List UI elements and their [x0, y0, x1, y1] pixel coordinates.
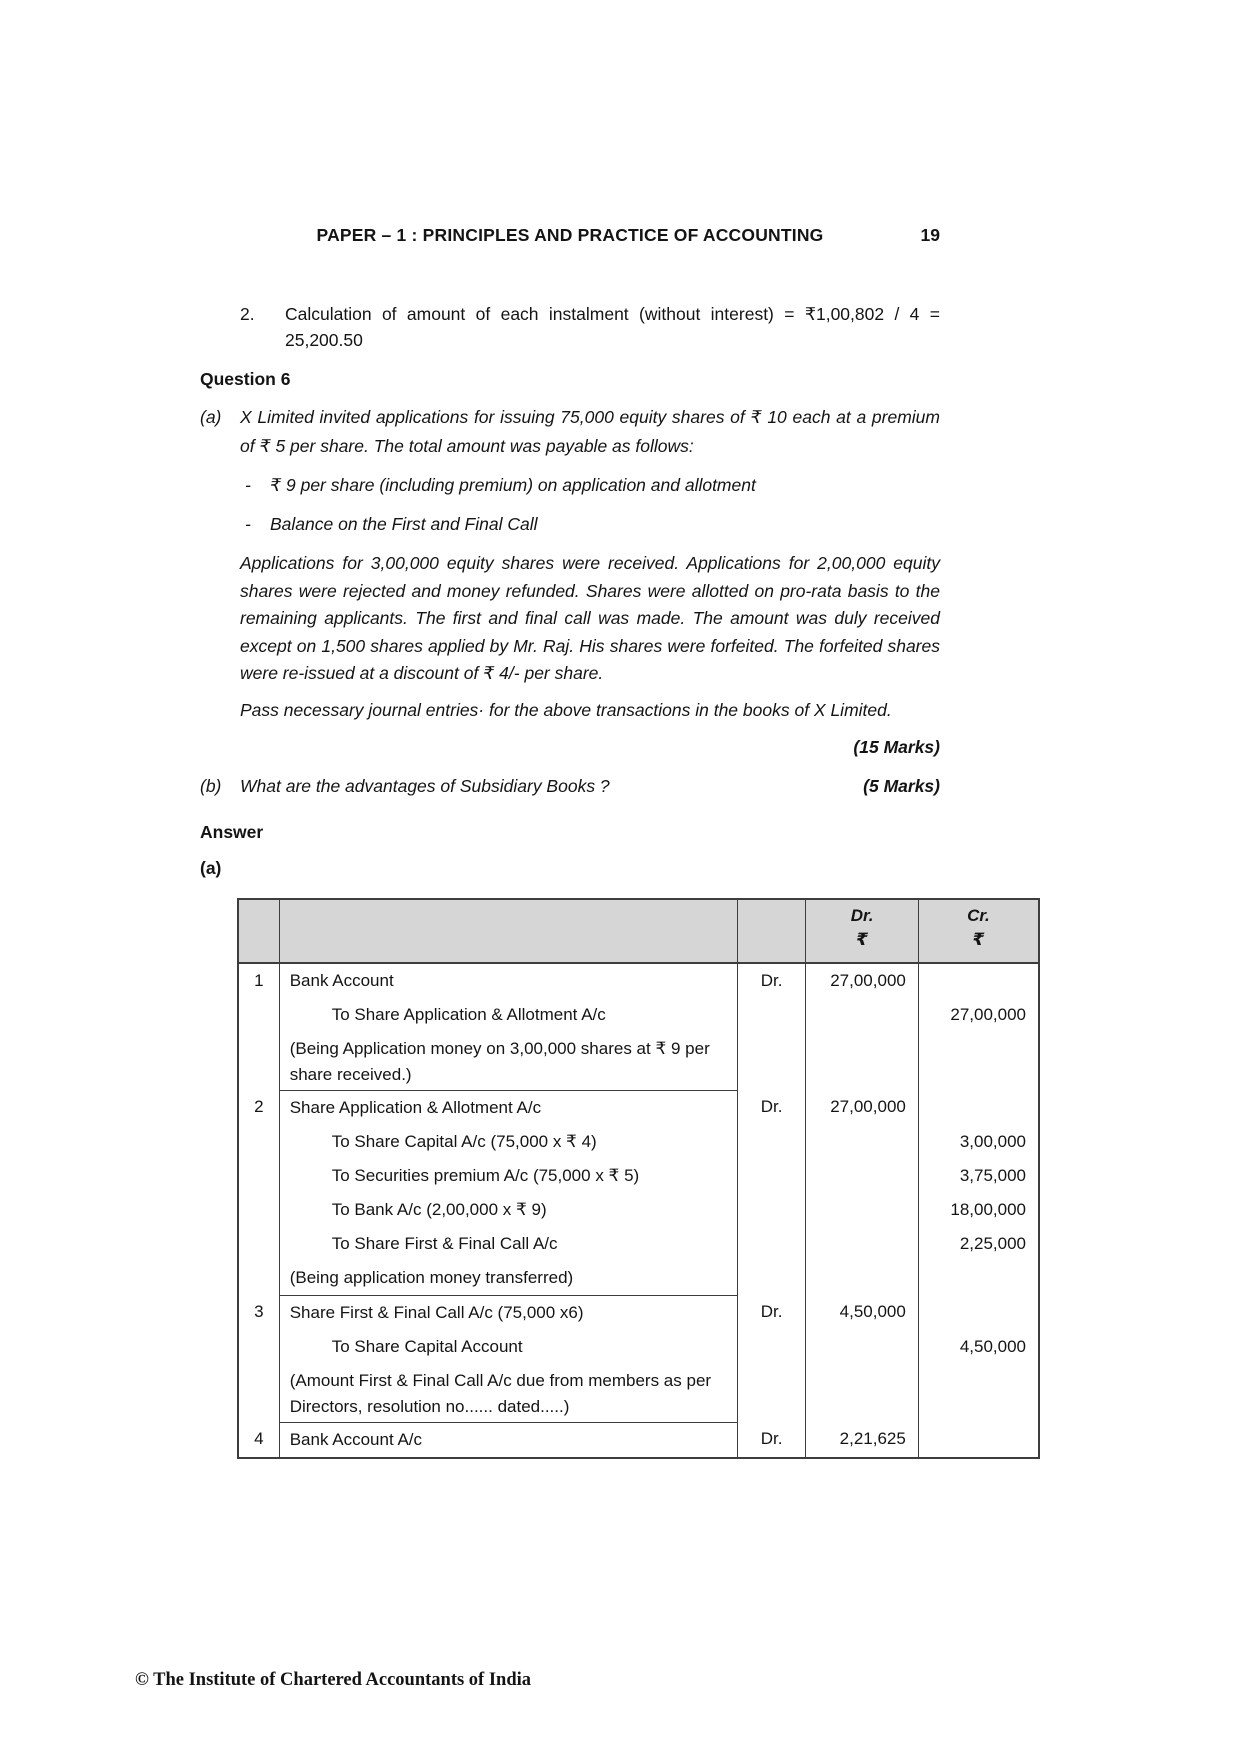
page-header — [200, 225, 940, 247]
cr-column-header: Cr. ₹ — [918, 899, 1039, 963]
answer-part-label: (a) — [200, 857, 222, 878]
header-empty-cell — [238, 899, 279, 963]
table-row — [238, 1125, 1039, 1159]
cr-amount: 18,00,000 — [918, 1193, 1039, 1227]
bullet-dash: - — [245, 514, 251, 534]
page-content — [200, 225, 1026, 1459]
bullet-text: Balance on the First and Final Call — [270, 514, 538, 534]
dr-column-header: Dr. ₹ — [806, 899, 919, 963]
cr-amount: 3,00,000 — [918, 1125, 1039, 1159]
table-row — [238, 1193, 1039, 1227]
calculation-line-2: 25,200.50 — [285, 330, 363, 350]
table-row — [238, 1261, 1039, 1296]
table-row — [238, 1159, 1039, 1193]
cr-amount — [918, 963, 1039, 998]
entry-description: Share First & Final Call A/c (75,000 x6) — [279, 1295, 737, 1330]
dr-amount: 4,50,000 — [806, 1295, 919, 1330]
part-a-body: Applications for 3,00,000 equity shares were received. Applications for 2,00,000 equity shares were rejected and money refunded. Shares were allotted on pro-rata basis to the remaining applicants. The first and final call was made. The amount was duly received except on 1,500 shares applied by Mr. Raj. His shares were forfeited. The forfeited shares were re-issued at a discount of ₹ 4/- per share. — [240, 553, 940, 683]
table-row — [238, 1422, 1039, 1458]
entry-narration: (Being application money transferred) — [279, 1261, 737, 1296]
dr-amount: 27,00,000 — [806, 1090, 919, 1125]
entry-description: To Bank A/c (2,00,000 x ₹ 9) — [279, 1193, 737, 1227]
table-row — [238, 1090, 1039, 1125]
bullet-item-1 — [245, 471, 940, 500]
header-empty-cell — [279, 899, 737, 963]
cr-amount: 3,75,000 — [918, 1159, 1039, 1193]
entry-description: To Securities premium A/c (75,000 x ₹ 5) — [279, 1159, 737, 1193]
page-number: 19 — [920, 225, 940, 245]
entry-number: 4 — [238, 1422, 279, 1458]
calculation-line-1: Calculation of amount of each instalment (without interest) = ₹1,00,802 / 4 = — [285, 304, 940, 324]
entry-narration: (Amount First & Final Call A/c due from members as per Directors, resolution no...... dated.....) — [279, 1364, 737, 1423]
dr-amount: 2,21,625 — [806, 1422, 919, 1458]
entry-narration: (Being Application money on 3,00,000 shares at ₹ 9 per share received.) — [279, 1032, 737, 1091]
question-6-heading: Question 6 — [200, 369, 291, 389]
dr-amount: 27,00,000 — [806, 963, 919, 998]
table-row — [238, 1295, 1039, 1330]
entry-description: Bank Account A/c — [279, 1422, 737, 1458]
page-title: PAPER – 1 : PRINCIPLES AND PRACTICE OF ACCOUNTING — [316, 225, 824, 245]
part-b-text: What are the advantages of Subsidiary Books ? — [240, 775, 610, 796]
table-row — [238, 963, 1039, 998]
entry-description: To Share Capital A/c (75,000 x ₹ 4) — [279, 1125, 737, 1159]
cr-amount: 27,00,000 — [918, 998, 1039, 1032]
bullet-text: ₹ 9 per share (including premium) on application and allotment — [270, 475, 756, 495]
entry-number: 2 — [238, 1090, 279, 1125]
list-item-number: 2. — [240, 304, 255, 324]
part-a-intro: X Limited invited applications for issuing 75,000 equity shares of ₹ 10 each at a premium of ₹ 5 per share. The total amount was payable as follows: — [240, 407, 940, 456]
entry-description: Share Application & Allotment A/c — [279, 1090, 737, 1125]
dr-mark: Dr. — [737, 1090, 805, 1125]
entry-description: Bank Account — [279, 963, 737, 998]
part-a — [200, 403, 940, 461]
entry-number: 3 — [238, 1295, 279, 1330]
part-b-label: (b) — [200, 775, 222, 796]
part-a-instruction: Pass necessary journal entries· for the above transactions in the books of X Limited. — [240, 699, 892, 720]
rupee-symbol: ₹ — [972, 929, 985, 949]
entry-description: To Share First & Final Call A/c — [279, 1227, 737, 1261]
table-row — [238, 1330, 1039, 1364]
dr-mark: Dr. — [737, 1295, 805, 1330]
part-b — [200, 773, 940, 800]
table-row — [238, 1032, 1039, 1091]
dr-mark: Dr. — [737, 963, 805, 998]
bullet-dash: - — [245, 475, 251, 495]
header-empty-cell — [737, 899, 805, 963]
footer-copyright: © The Institute of Chartered Accountants of India — [135, 1670, 532, 1690]
table-row — [238, 998, 1039, 1032]
entry-description: To Share Capital Account — [279, 1330, 737, 1364]
dr-mark: Dr. — [737, 1422, 805, 1458]
entry-description: To Share Application & Allotment A/c — [279, 998, 737, 1032]
journal-entries-table — [237, 898, 1040, 1459]
table-row — [238, 1364, 1039, 1423]
part-a-marks: (15 Marks) — [853, 736, 940, 757]
cr-amount: 2,25,000 — [918, 1227, 1039, 1261]
bullet-item-2 — [245, 510, 940, 539]
part-a-label: (a) — [200, 407, 222, 427]
list-item-2 — [240, 301, 940, 353]
table-row — [238, 1227, 1039, 1261]
table-header-row — [238, 899, 1039, 963]
part-b-marks: (5 Marks) — [863, 775, 940, 796]
answer-heading: Answer — [200, 821, 264, 842]
list-item-text — [285, 301, 940, 353]
rupee-symbol: ₹ — [856, 929, 868, 949]
entry-number: 1 — [238, 963, 279, 998]
cr-amount: 4,50,000 — [918, 1330, 1039, 1364]
